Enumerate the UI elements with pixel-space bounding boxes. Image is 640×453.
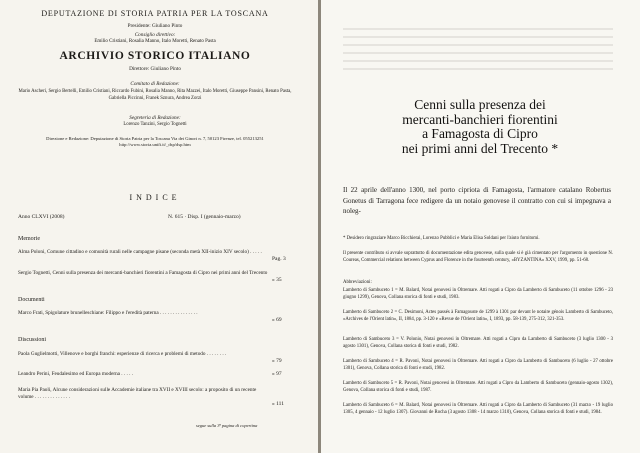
issue-number: N. 615 · Disp. I (gennaio-marzo)	[168, 214, 241, 220]
council-names: Emilio Cristiani, Rosalia Manno, Italo Moretti, Renato Pasta	[94, 39, 216, 44]
footnote: Lamberto di Sambuceto 1 = M. Balard, Notai genovesi in Oltremare. Atti rogati a Cipro da Lamberto di Sambuceto (11 ottobre 1296 - 23 giugno 1299), Genova, Collana storica di fonti e studi, 1983.	[343, 288, 613, 300]
toc-page: » 35	[272, 277, 282, 283]
toc-page: Pag. 3	[272, 256, 286, 262]
editorial-address: Direzione e Redazione: Deputazione di Storia Patria per la Toscana Via dei Ginori n. 7, 50123 Firenze, tel. 055213251 http://www.storia.unifi.it/_dsp/dsp.htm	[46, 136, 264, 147]
secretariat-title: Segreteria di Redazione:	[129, 115, 181, 121]
article-title-line: a Famagosta di Cipro	[422, 126, 538, 141]
secretariat-names: Lorenzo Tanzini, Sergio Tognetti	[123, 122, 187, 127]
toc-entry[interactable]: Paola Guglielmotti, Villenove e borghi franchi: esperienze di ricerca e problemi di metodo . . . . . . . .	[18, 351, 227, 357]
toc-page: » 97	[272, 371, 282, 377]
article-title-line: Cenni sulla presenza dei	[414, 97, 546, 112]
toc-page: » 79	[272, 358, 282, 364]
article-title	[335, 98, 625, 156]
footnote: Abbreviazioni:	[343, 280, 372, 285]
continuation-note: segue sulla 3ª pagina di copertina	[196, 423, 258, 428]
toc-page: » 69	[272, 317, 282, 323]
footnote: * Desidero ringraziare Marco Bicchierai, Lorenzo Pubblici e Maria Elisa Soldani per l'aiuto fornitomi.	[343, 236, 540, 241]
president-line: Presidente: Giuliano Pinto	[127, 23, 183, 29]
right-page	[321, 0, 640, 453]
section-documenti: Documenti	[18, 297, 45, 303]
council-title: Consiglio direttivo:	[134, 32, 176, 38]
footnote: Lamberto di Sambuceto 5 = R. Pavoni, Notai genovesi in Oltremare. Atti rogati a Cipro da Lamberto di Sambuceto (gennaio-agosto 1302), Genova, Collana storica di fonti e studi, 1987.	[343, 381, 613, 393]
section-discussioni: Discussioni	[18, 337, 47, 343]
committee-title: Comitato di Redazione:	[130, 81, 180, 87]
society-header: DEPUTAZIONE DI STORIA PATRIA PER LA TOSCANA	[41, 9, 269, 18]
toc-entry[interactable]: Maria Pia Paoli, Alcune considerazioni sulle Accademie italiane tra XVII e XVIII secolo: a proposito di un recente volume . . . . . . . . . . . . . .	[18, 387, 257, 400]
toc-entry[interactable]: Alma Poloni, Comune cittadino e comunità rurali nelle campagne pisane (seconda metà XII-inizio XIV secolo) . . . . .	[18, 249, 262, 255]
footnote: Lamberto di Sambuceto 2 = C. Desimoni, Actes passés à Famagouste de 1299 à 1301 par devant le notaire génois Lamberto di Sambuceto, «Archives de l'Orient latin», II, 1884, pp. 3-120 e «Revue de l'Orient latin», I, 1893, pp. 58-139, 275-312, 321-353.	[343, 310, 613, 322]
toc-entry[interactable]: Leandro Perini, Feudalesimo ed Europa moderna . . . . .	[18, 371, 133, 377]
article-title-line: mercanti-banchieri fiorentini	[402, 111, 558, 127]
footnote: Lamberto di Sambuceto 3 = V. Polonio, Notai genovesi in Oltremare. Atti rogati a Cipro da Lamberto di Sambuceto (3 luglio 1300 - 3 agosto 1301), Genova, Collana storica di fonti e studi, 1982.	[343, 337, 613, 349]
committee-names: Mario Ascheri, Sergio Bertelli, Emilio Cristiani, Riccardo Fubini, Rosalia Manno, Rita Mazzei, Italo Moretti, Giuseppe Pansini, Renato Pasta, Gabriella Piccinni, Franek Sznura, Andrea Zorzi	[18, 89, 292, 101]
footnote: Lamberto di Sambuceto 4 = R. Pavoni, Notai genovesi in Oltremare. Atti rogati a Cipro da Lamberto di Sambuceto (6 luglio - 27 ottobre 1301), Genova, Collana storica di fonti e studi, 1982.	[343, 359, 613, 371]
journal-title: ARCHIVIO STORICO ITALIANO	[59, 50, 251, 62]
article-title-line: nei primi anni del Trecento *	[401, 140, 559, 156]
toc-entry[interactable]: Sergio Tognetti, Cenni sulla presenza dei mercanti-banchieri fiorentini a Famagosta di Cipro nei primi anni del Trecento	[18, 270, 268, 276]
volume-year: Anno CLXVI (2008)	[18, 214, 65, 220]
article-body: Il 22 aprile dell'anno 1300, nel porto cipriota di Famagosta, l'armatore catalano Robertus Gonetus di Tarragona fece redigere da un notaio genovese il contratto con cui si impegnava a noleg-	[343, 186, 611, 215]
left-page	[0, 0, 318, 453]
bleed-through-text	[343, 22, 613, 74]
footnote: Il presente contributo si avvale soprattutto di documentazione edita genovese, sulla quale si è già cimentato per l'argomento in questione N. Coureas, Commercial relations between Cyprus and Florence in the fourteenth century, «BYZANTINA» XXV, 1999, pp. 51-68.	[343, 251, 613, 263]
director-line: Direttore: Giuliano Pinto	[129, 66, 181, 72]
section-memorie: Memorie	[18, 236, 40, 242]
index-title: INDICE	[129, 193, 181, 202]
toc-entry[interactable]: Marco Frati, Spigolature brunelleschiane: Filippo e l'eredità paterna . . . . . . . . . . . . . . .	[18, 310, 198, 316]
toc-page: » 111	[272, 401, 284, 407]
footnote: Lamberto di Sambuceto 6 = M. Balard, Notai genovesi in Oltremare. Atti rogati a Cipro da Lamberto di Sambuceto (31 marzo - 19 luglio 1305, 4 gennaio - 12 luglio 1307). Giovanni de Rocha (3 agosto 1308 - 14 marzo 1310), Genova, Collana storica di fonti e studi, 1984.	[343, 403, 613, 415]
